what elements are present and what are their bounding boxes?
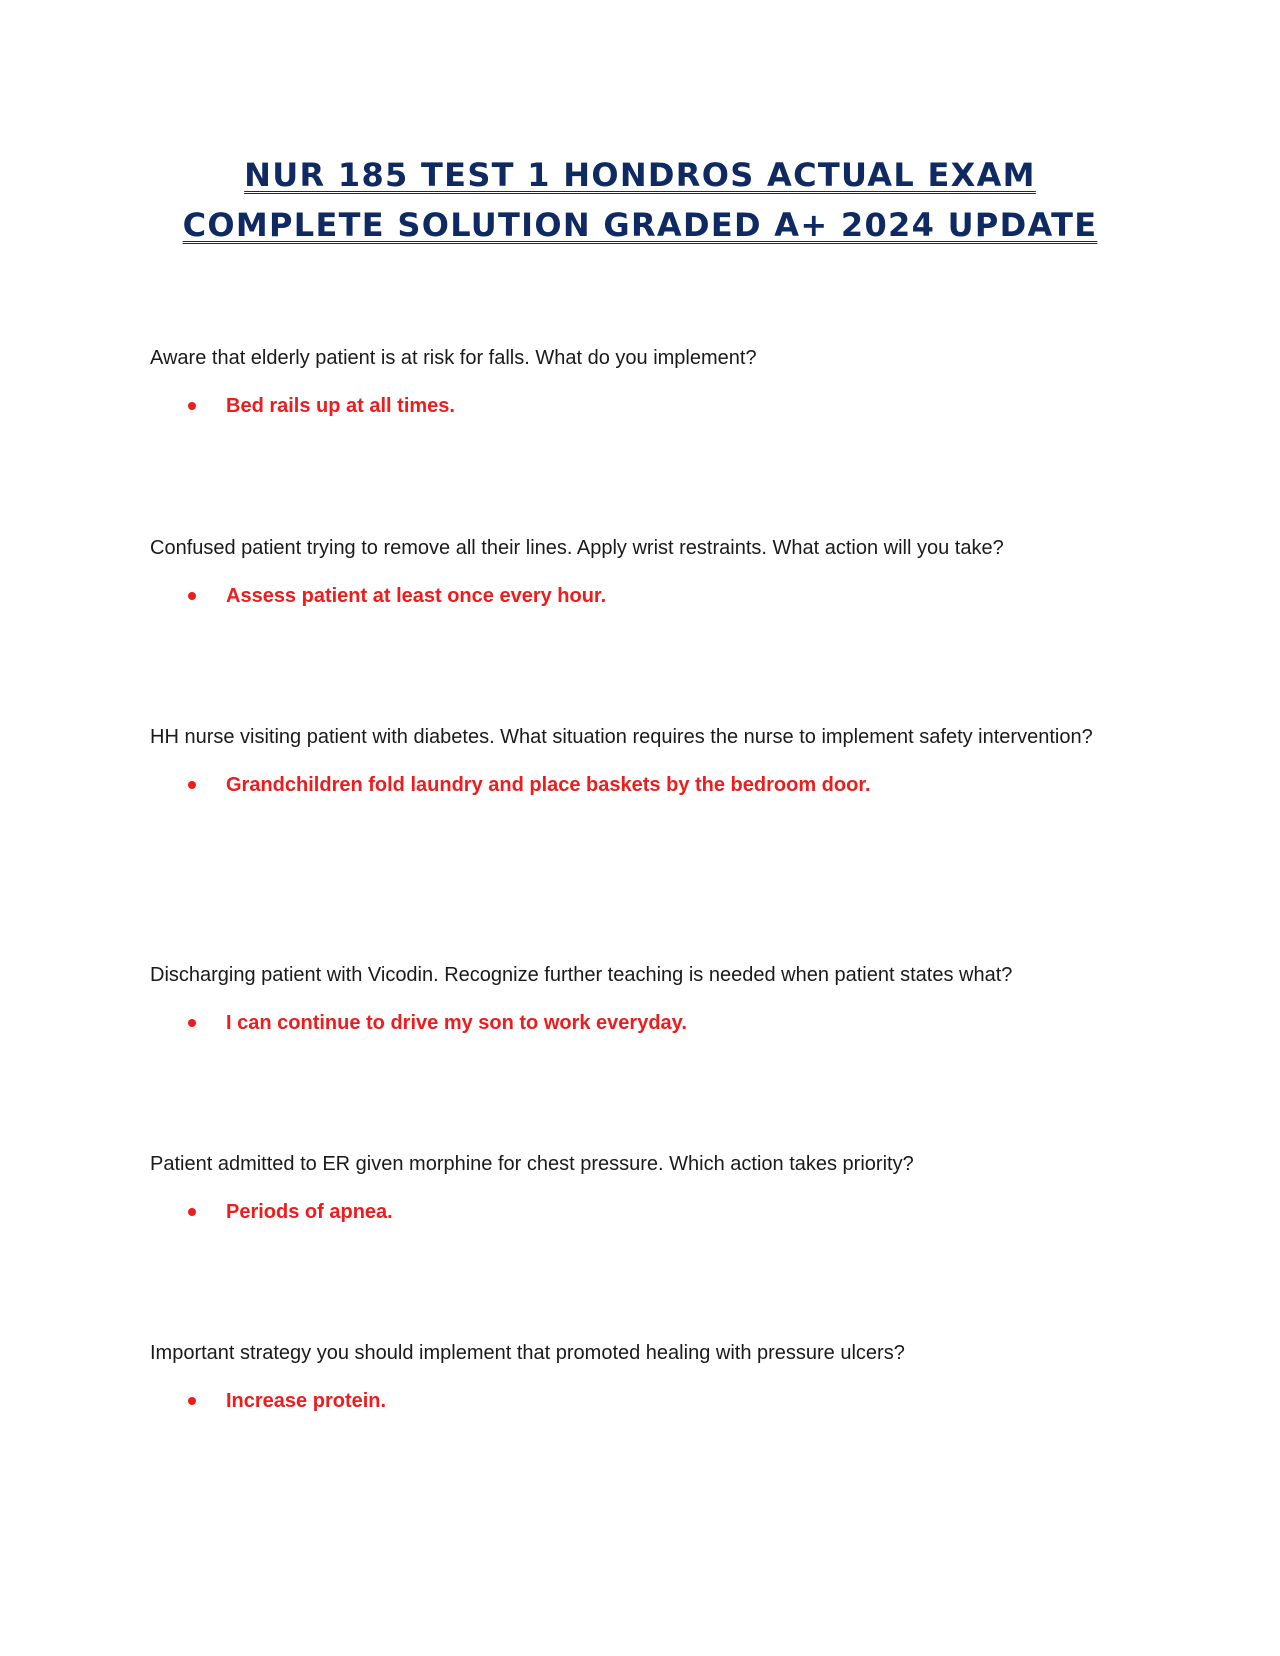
question-text: Patient admitted to ER given morphine for chest pressure. Which action takes priority?: [150, 1153, 914, 1175]
question-block: [150, 722, 1110, 800]
answer-text: Increase protein.: [226, 1390, 387, 1412]
question-text: HH nurse visiting patient with diabetes. What situation requires the nurse to implement safety intervention?: [150, 726, 1093, 748]
answer-text: Assess patient at least once every hour.: [226, 585, 607, 607]
question-block: [150, 343, 1110, 421]
bullet-icon: [188, 1019, 196, 1027]
answer-item: [150, 1008, 1110, 1038]
answer-item: [150, 1386, 1110, 1416]
bullet-icon: [188, 781, 196, 789]
answer-item: [150, 391, 1110, 421]
question-block: [150, 1149, 1110, 1227]
question-text: Important strategy you should implement that promoted healing with pressure ulcers?: [150, 1342, 905, 1364]
answer-text: Periods of apnea.: [226, 1201, 393, 1223]
title-line-2: COMPLETE SOLUTION GRADED A+ 2024 UPDATE: [182, 206, 1098, 244]
question-block: [150, 533, 1110, 611]
answer-item: [150, 581, 1110, 611]
document-title: [0, 150, 1280, 250]
bullet-icon: [188, 402, 196, 410]
question-text: Discharging patient with Vicodin. Recognize further teaching is needed when patient states what?: [150, 964, 1013, 986]
bullet-icon: [188, 1208, 196, 1216]
question-block: [150, 1338, 1110, 1416]
question-text: Aware that elderly patient is at risk for falls. What do you implement?: [150, 347, 757, 369]
answer-item: [150, 770, 1110, 800]
answer-text: Grandchildren fold laundry and place baskets by the bedroom door.: [226, 774, 871, 796]
answer-text: I can continue to drive my son to work everyday.: [226, 1012, 687, 1034]
title-line-1: NUR 185 TEST 1 HONDROS ACTUAL EXAM: [244, 156, 1036, 194]
answer-text: Bed rails up at all times.: [226, 395, 455, 417]
bullet-icon: [188, 1397, 196, 1405]
bullet-icon: [188, 592, 196, 600]
question-text: Confused patient trying to remove all their lines. Apply wrist restraints. What action will you take?: [150, 537, 1004, 559]
question-block: [150, 960, 1110, 1038]
answer-item: [150, 1197, 1110, 1227]
